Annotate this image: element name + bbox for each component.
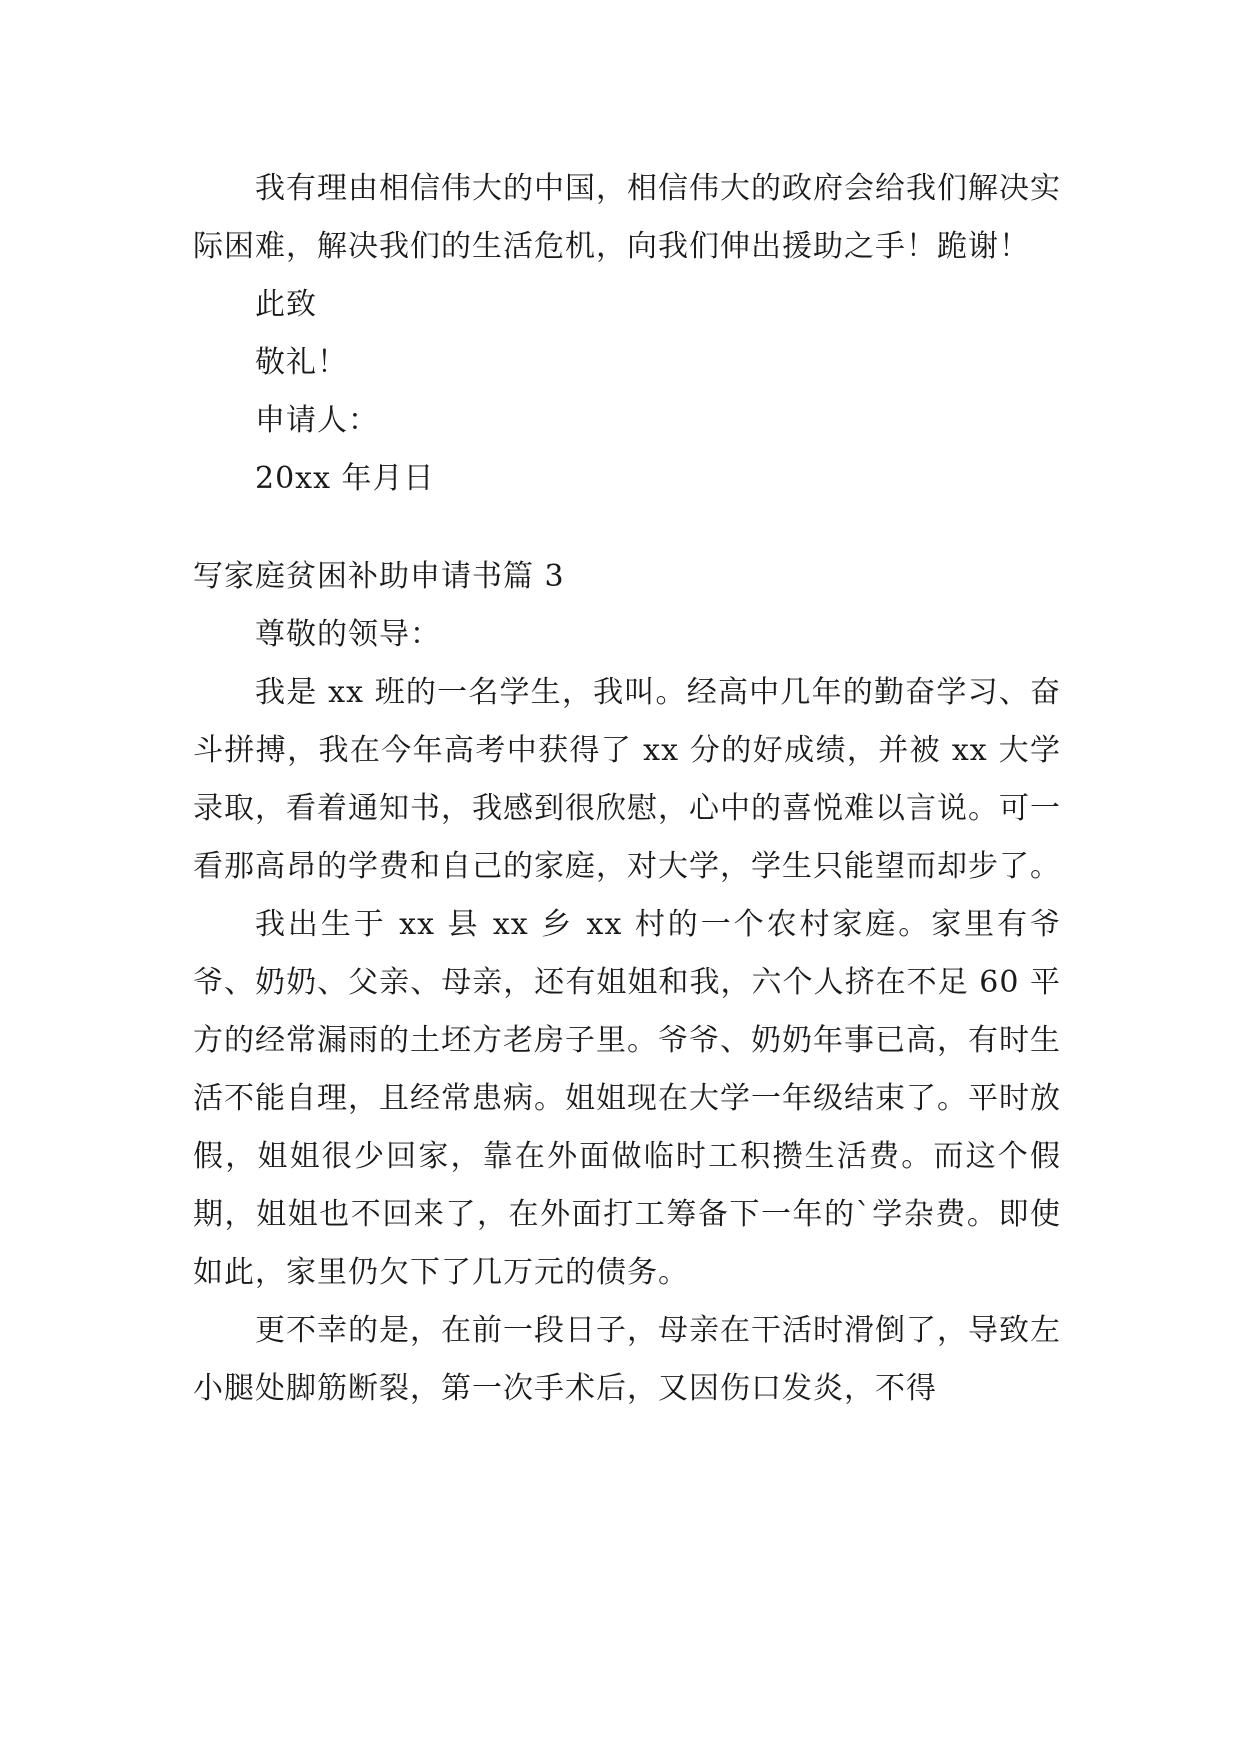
document-body [193,160,1061,1418]
closing-regards: 敬礼！ [255,345,348,380]
paragraph-trust: 我有理由相信伟大的中国，相信伟大的政府会给我们解决实际困难，解决我们的生活危机，向我们伸出援助之手！跪谢！ [193,171,1061,264]
section-title: 写家庭贫困补助申请书篇 3 [193,559,565,594]
applicant-label: 申请人： [255,403,379,438]
closing-salutation: 此致 [255,287,317,322]
paragraph-mother-injury: 更不幸的是，在前一段日子，母亲在干活时滑倒了，导致左小腿处脚筋断裂，第一次手术后，又因伤口发炎，不得 [193,1313,1061,1406]
paragraph-student-intro: 我是 xx 班的一名学生，我叫。经高中几年的勤奋学习、奋斗拼搏，我在今年高考中获得了 xx 分的好成绩，并被 xx 大学录取，看着通知书，我感到很欣慰，心中的喜悦难以言说。可一看那高昂的学费和自己的家庭，对大学，学生只能望而却步了。 [193,675,1061,884]
greeting: 尊敬的领导： [255,617,441,652]
date-line: 20xx 年月日 [255,461,435,496]
paragraph-family-background: 我出生于 xx 县 xx 乡 xx 村的一个农村家庭。家里有爷爷、奶奶、父亲、母亲，还有姐姐和我，六个人挤在不足 60 平方的经常漏雨的土坯方老房子里。爷爷、奶奶年事已高，有时生活不能自理，且经常患病。姐姐现在大学一年级结束了。平时放假，姐姐很少回家，靠在外面做临时工积攒生活费。而这个假期，姐姐也不回来了，在外面打工筹备下一年的`学杂费。即使如此，家里仍欠下了几万元的债务。 [193,907,1061,1290]
